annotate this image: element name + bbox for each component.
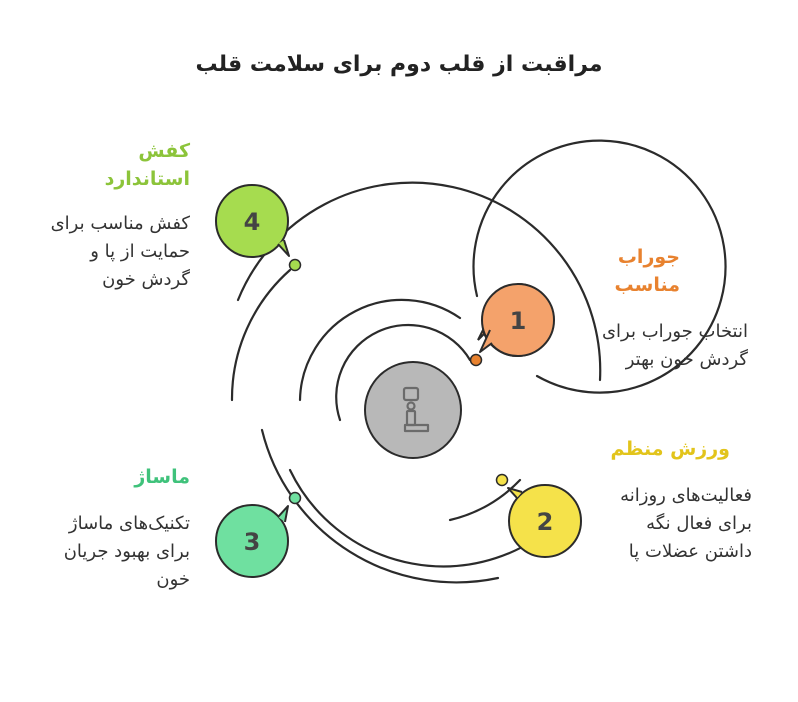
bubble-number-3: 3	[243, 528, 261, 556]
node-dot-1	[471, 355, 482, 366]
item-3-body: تکنیک‌های ماساژ برای بهبود جریان خون	[63, 513, 190, 590]
bubble-2	[508, 485, 581, 557]
item-1-heading: جوراب مناسب	[614, 246, 680, 296]
item-4-heading: کفش استاندارد	[104, 140, 190, 190]
orbit-arc	[238, 183, 600, 380]
item-2-body: فعالیت‌های روزانه برای فعال نگه داشتن عضلات پا	[620, 485, 752, 562]
bubble-number-4: 4	[243, 208, 261, 236]
item-1-body: انتخاب جوراب برای گردش خون بهتر	[601, 321, 748, 370]
orbit-arc	[262, 430, 498, 582]
item-2-heading: ورزش منظم	[610, 438, 730, 460]
bubble-number-2: 2	[536, 508, 554, 536]
bubble-3	[216, 505, 288, 577]
center-node	[365, 362, 461, 458]
node-dot-4	[290, 260, 301, 271]
page-title: مراقبت از قلب دوم برای سلامت قلب	[195, 52, 603, 77]
bubble-1	[478, 284, 554, 356]
item-4-body: کفش مناسب برای حمایت از پا و گردش خون	[50, 213, 190, 290]
bubble-number-1: 1	[509, 307, 527, 335]
node-dot-3	[290, 493, 301, 504]
item-3-heading: ماساژ	[134, 466, 190, 488]
bubble-4	[216, 185, 289, 257]
orbit-arc	[232, 270, 290, 400]
node-dot-2	[497, 475, 508, 486]
